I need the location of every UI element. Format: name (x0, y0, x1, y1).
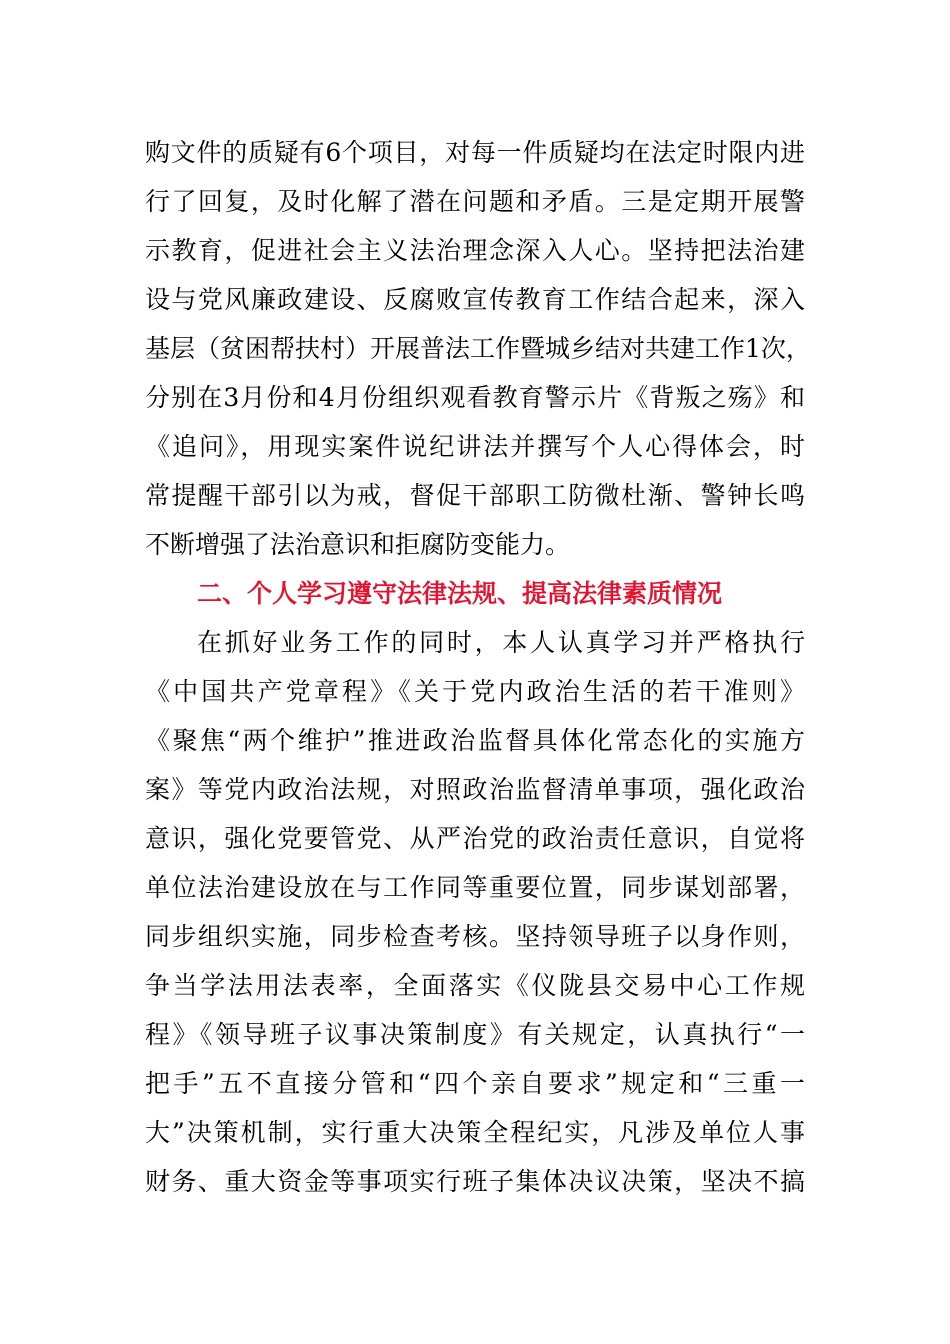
text-line: 《聚焦“两个维护”推进政治监督具体化常态化的实施方 (145, 726, 805, 755)
text-line: 财务、重大资金等事项实行班子集体决议决策，坚决不搞 (145, 1167, 805, 1196)
text-line: 单位法治建设放在与工作同等重要位置，同步谋划部署， (145, 873, 805, 902)
text-line: 设与党风廉政建设、反腐败宣传教育工作结合起来，深入 (145, 285, 805, 314)
text-line: 在抓好业务工作的同时，本人认真学习并严格执行 (197, 628, 805, 657)
text-line: 行了回复，及时化解了潜在问题和矛盾。三是定期开展警 (145, 187, 805, 216)
paragraph-section-2 (145, 618, 805, 1206)
text-line: 同步组织实施，同步检查考核。坚持领导班子以身作则， (145, 922, 805, 951)
paragraph-continued (145, 128, 811, 569)
text-line: 大”决策机制，实行重大决策全程纪实，凡涉及单位人事 (145, 1118, 805, 1147)
section-heading: 二、个人学习遵守法律法规、提高法律素质情况 (197, 579, 723, 608)
text-line: 意识，强化党要管党、从严治党的政治责任意识，自觉将 (145, 824, 805, 853)
text-line: 分别在3月份和4月份组织观看教育警示片《背叛之殇》和 (145, 383, 805, 412)
text-line: 案》等党内政治法规，对照政治监督清单事项，强化政治 (145, 775, 805, 804)
text-line: 常提醒干部引以为戒，督促干部职工防微杜渐、警钟长鸣 (145, 481, 805, 510)
text-line: 《追问》，用现实案件说纪讲法并撰写个人心得体会，时 (145, 432, 805, 461)
document-body (145, 128, 811, 1206)
text-line: 基层（贫困帮扶村）开展普法工作暨城乡结对共建工作1次， (145, 334, 811, 363)
text-line: 示教育，促进社会主义法治理念深入人心。坚持把法治建 (145, 236, 805, 265)
text-line: 把手”五不直接分管和“四个亲自要求”规定和“三重一 (145, 1069, 805, 1098)
text-line: 《中国共产党章程》《关于党内政治生活的若干准则》 (145, 677, 805, 706)
text-line: 购文件的质疑有6个项目，对每一件质疑均在法定时限内进 (145, 138, 805, 167)
text-line: 不断增强了法治意识和拒腐防变能力。 (145, 530, 571, 559)
text-line: 争当学法用法表率，全面落实《仪陇县交易中心工作规 (145, 971, 805, 1000)
text-line: 程》《领导班子议事决策制度》有关规定，认真执行“一 (145, 1020, 805, 1049)
